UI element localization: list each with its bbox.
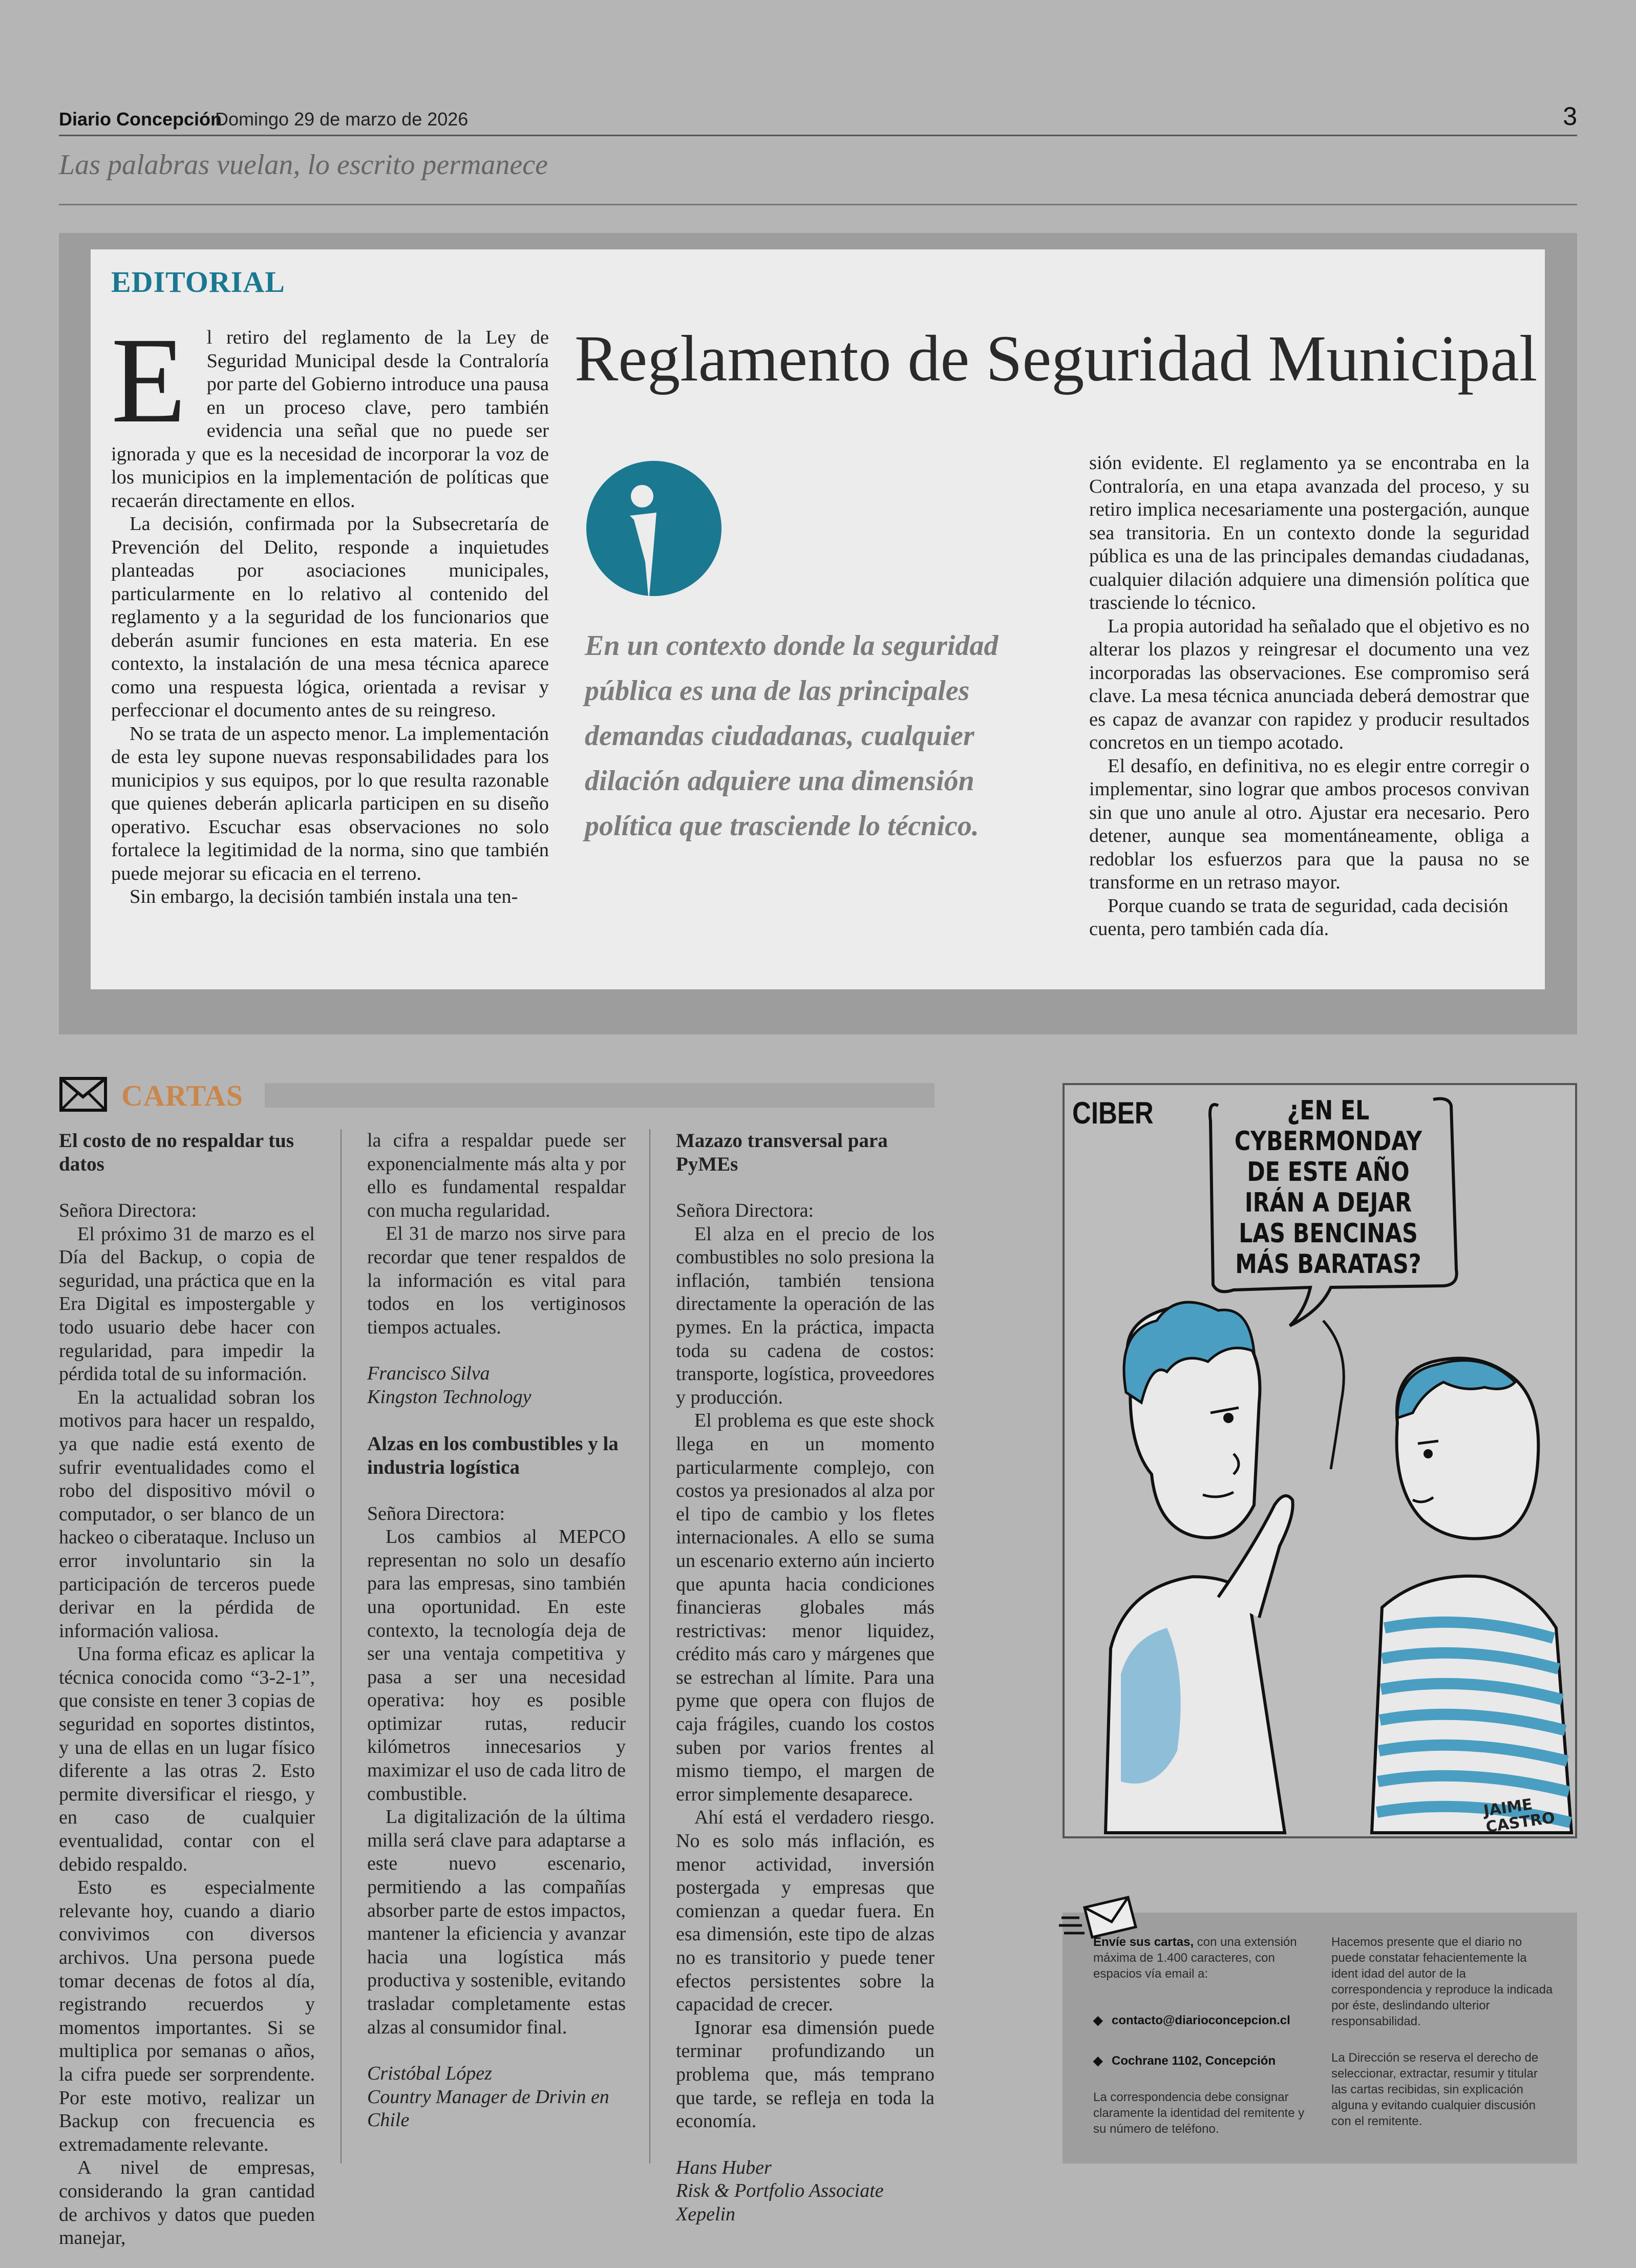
letter-column-3: [676, 1129, 934, 2227]
send-right-note-1: Hacemos presente que el diario no puede constatar fehacientemente la ident idad del autor de la correspondencia y reproduce la indicada por éste, deslindando ulterior responsabilidad.: [1331, 1935, 1553, 2028]
letter-paragraph: El 31 de marzo nos sirve para recordar que tener respaldos de la información es vital para todos en los vertiginosos tiempos actuales.: [367, 1223, 626, 1338]
letter-signature: [367, 1362, 626, 1409]
editorial-paragraph: La decisión, confirmada por la Subsecretaría de Prevención del Delito, responde a inquietudes planteadas por asociaciones municipales, particularmente en lo relativo al contenido del reglamento y a la seguridad de los funcionarios que deberán asumir funciones en esta materia. En ese contexto, la instalación de una mesa técnica aparece como una respuesta lógica, orientada a revisar y perfeccionar el documento antes de su reingreso.: [111, 513, 549, 721]
send-email: ◆ contacto@diarioconcepcion.cl: [1093, 2012, 1313, 2028]
editorial-label: EDITORIAL: [111, 265, 285, 299]
letter-paragraph: La digitalización de la última milla será clave para adaptarse a este nuevo escenario, permitiendo a las compañías absorber parte de estos impactos, mantener la eficiencia y avanzar hacia una logística más productiva y sostenible, evitando trasladar completamente estas alzas al consumidor final.: [367, 1806, 626, 2038]
signature-org: Kingston Technology: [367, 1386, 532, 1408]
send-box-right: [1331, 1934, 1557, 2129]
editorial-frame: [59, 233, 1577, 1034]
editorial-paragraph: Sin embargo, la decisión también instala una ten-: [130, 886, 518, 907]
letter-salutation: Señora Directora:: [676, 1200, 814, 1221]
editorial-box: [91, 249, 1545, 989]
send-address: ◆ Cochrane 1102, Concepción: [1093, 2053, 1313, 2069]
column-rule: [649, 1129, 650, 2164]
letter-paragraph: Ignorar esa dimensión puede terminar profundizando un problema que, más temprano que tarde, se refleja en toda la economía.: [676, 2017, 934, 2132]
editorial-paragraph: No se trata de un aspecto menor. La implementación de esta ley supone nuevas responsabilidades para los municipios y sus equipos, por lo que resulta razonable que quienes deberán aplicarla participen en su diseño operativo. Escuchar esas observaciones no solo fortalece la legitimidad de la norma, sino que también puede mejorar su eficacia en el terreno.: [111, 723, 549, 884]
letter-paragraph: El próximo 31 de marzo es el Día del Backup, o copia de seguridad, una práctica que en la Era Digital es impostergable y todo usuario debe hacer con regularidad, para impedir la pérdida total de su información.: [59, 1223, 315, 1385]
cartoon: [1063, 1083, 1577, 1838]
masthead: [59, 101, 1577, 137]
header-rule: [59, 135, 1577, 136]
editorial-paragraph: Porque cuando se trata de seguridad, cada decisión cuenta, pero también cada día.: [1089, 895, 1508, 940]
cartas-header: [59, 1075, 934, 1114]
page-number: 3: [1563, 102, 1577, 131]
send-letters-box: [1063, 1913, 1577, 2164]
editorial-paragraph: El desafío, en definitiva, no es elegir entre corregir o implementar, sino lograr que ambos procesos convivan sin que uno anule al otro. Ajustar era necesario. Pero detener, aunque sea momentáneamente, obliga a redoblar los esfuerzos para que la pausa no se transforme en un retraso mayor.: [1089, 755, 1529, 893]
cartas-header-bar: [265, 1083, 934, 1108]
send-intro: [1093, 1934, 1313, 1982]
letter-headline: Mazazo transversal para PyMEs: [676, 1130, 888, 1175]
issue-date: Domingo 29 de marzo de 2026: [215, 109, 469, 130]
left-character: [1106, 1302, 1293, 1833]
editorial-title: Reglamento de Seguridad Municipal: [575, 322, 1538, 395]
signature-name: Hans Huber: [676, 2156, 772, 2178]
letter-paragraph: Esto es especialmente relevante hoy, cuando a diario convivimos con diversos archivos. Una persona puede tomar decenas de fotos al día, registrando recuerdos y momentos importantes. Si se multiplica por semanas o años, la cifra puede ser sorprendente. Por este motivo, realizar un Backup con frecuencia es extremadamente relevante.: [59, 1877, 315, 2155]
letter-paragraph: Una forma eficaz es aplicar la técnica conocida como “3-2-1”, que consiste en tener 3 copias de seguridad en soportes distintos, y una de ellas en un lugar físico diferente a las otras 2. Esto permite diversificar el riesgo, y en caso de cualquier eventualidad, contar con el debido respaldo.: [59, 1643, 315, 1875]
editorial-pull-quote: En un contexto donde la seguridad pública es una de las principales demandas ciudadanas, cualquier dilación adquiere una dimensión política que trasciende lo técnico.: [585, 630, 998, 842]
letter-column-2: [367, 1129, 626, 2132]
cartoon-tag: CIBER: [1072, 1096, 1154, 1130]
column-rule: [341, 1129, 342, 2164]
cartas-label: CARTAS: [121, 1079, 244, 1112]
letter-headline: El costo de no respaldar tus datos: [59, 1130, 294, 1175]
signature-name: Cristóbal López: [367, 2063, 492, 2085]
editorial-column-3: [1089, 452, 1529, 941]
letter-paragraph: El alza en el precio de los combustibles no solo presiona la inflación, también tensiona directamente la operación de las pymes. En la práctica, impacta toda su cadena de costos: transporte, logística, proveedores y producción.: [676, 1223, 934, 1408]
envelope-icon: [59, 1076, 108, 1112]
letter-paragraph: En la actualidad sobran los motivos para hacer un respaldo, ya que nadie está exento de sufrir eventualidades como el robo del dispositivo móvil o computador, o ser blanco de un hackeo o ciberataque. Incluso un error involuntario sin la participación de terceros puede derivar en la pérdida de información valiosa.: [59, 1386, 315, 1642]
editorial-paragraph: La propia autoridad ha señalado que el objetivo es no alterar los plazos y reingresar el documento una vez incorporadas las observaciones. Ese compromiso será clave. La mesa técnica anunciada deberá demostrar que es capaz de avanzar con rapidez y producir resultados concretos en un tiempo acotado.: [1089, 615, 1529, 753]
letter-paragraph: Los cambios al MEPCO representan no solo un desafío para las empresas, sino también una oportunidad. En este contexto, la tecnología deja de ser una ventaja competitiva y pasa a ser una necesidad operativa: hoy es posible optimizar rutas, reducir kilómetros innecesarios y maximizar el uso de cada litro de combustible.: [367, 1526, 626, 1805]
letter-signature: [676, 2156, 934, 2227]
editorial-column-1: [111, 312, 549, 909]
cartoonist-signature: JAIME CASTRO: [1482, 1795, 1557, 1836]
letter-signature: [367, 2062, 626, 2132]
send-intro-rest: con una extensión máxima de 1.400 caracteres, con espacios vía email a:: [1093, 1935, 1297, 1981]
editorial-paragraph: l retiro del reglamento de la Ley de Seguridad Municipal desde la Contraloría por parte del Gobierno introduce una pausa en un proceso clave, pero también evidencia una señal que no puede ser ignorada y que es la necesidad de incorporar la voz de los municipios en la implementación de políticas que recaerán directamente en ellos.: [111, 327, 549, 512]
signature-name: Francisco Silva: [367, 1363, 490, 1385]
paper-name: Diario Concepción: [59, 109, 222, 130]
send-right-note-2: La Dirección se reserva el derecho de seleccionar, extractar, resumir y titular las cartas recibidas, sin explicación alguna y evitando cualquier discusión con el remitente.: [1331, 2051, 1539, 2128]
section-rule: [59, 204, 1577, 205]
letter-column-1: [59, 1129, 315, 2250]
letter-paragraph: A nivel de empresas, considerando la gran cantidad de archivos y datos que pueden manejar,: [59, 2157, 315, 2249]
letter-salutation: Señora Directora:: [59, 1200, 197, 1221]
signature-org: Risk & Portfolio Associate Xepelin: [676, 2180, 884, 2225]
right-character: [1372, 1358, 1571, 1833]
signature-org: Country Manager de Drivin en Chile: [367, 2086, 609, 2131]
editorial-paragraph: sión evidente. El reglamento ya se encontraba en la Contraloría, en una etapa avanzada del proceso, y su retiro implica necesariamente una postergación, aunque sea transitoria. En un contexto donde la seguridad pública es una de las principales demandas ciudadanas, cualquier dilación adquiere una dimensión política que trasciende lo técnico.: [1089, 452, 1529, 613]
letter-headline: Alzas en los combustibles y la industria logística: [367, 1432, 619, 1478]
send-left-note: La correspondencia debe consignar claramente la identidad del remitente y su número de teléfono.: [1093, 2090, 1305, 2136]
letter-salutation: Señora Directora:: [367, 1502, 505, 1524]
info-icon: [585, 459, 723, 603]
letter-paragraph: El problema es que este shock llega en un momento particularmente complejo, con costos ya presionados al alza por el tipo de cambio y los fletes internacionales. A ello se suma un escenario externo aún incierto que apunta hacia condiciones financieras globales más restrictivas: menor liquidez, crédito más caro y márgenes que se estrechan al límite. Para una pyme que opera con flujos de caja frágiles, cuando los costos suben por varios frentes al mismo tiempo, el margen de error simplemente desaparece.: [676, 1410, 934, 1805]
letter-paragraph: la cifra a respaldar puede ser exponencialmente más alta y por ello es fundamental respaldar con mucha regularidad.: [367, 1130, 626, 1221]
drop-cap: E: [111, 312, 186, 448]
cartoon-speech-text: ¿EN EL CYBERMONDAY DE ESTE AÑO IRÁN A DEJAR LAS BENCINAS MÁS BARATAS?: [1234, 1095, 1422, 1280]
send-intro-bold: Envíe sus cartas,: [1093, 1935, 1194, 1949]
section-slogan: Las palabras vuelan, lo escrito permanece: [59, 149, 548, 181]
letter-paragraph: Ahí está el verdadero riesgo. No es solo más inflación, es menor actividad, inversión postergada y empresas que comienzan a quedar fuera. En esa dimensión, este tipo de alzas no es transitorio y puede tener efectos persistentes sobre la capacidad de crecer.: [676, 1807, 934, 2016]
send-box-left: [1093, 1934, 1313, 2137]
